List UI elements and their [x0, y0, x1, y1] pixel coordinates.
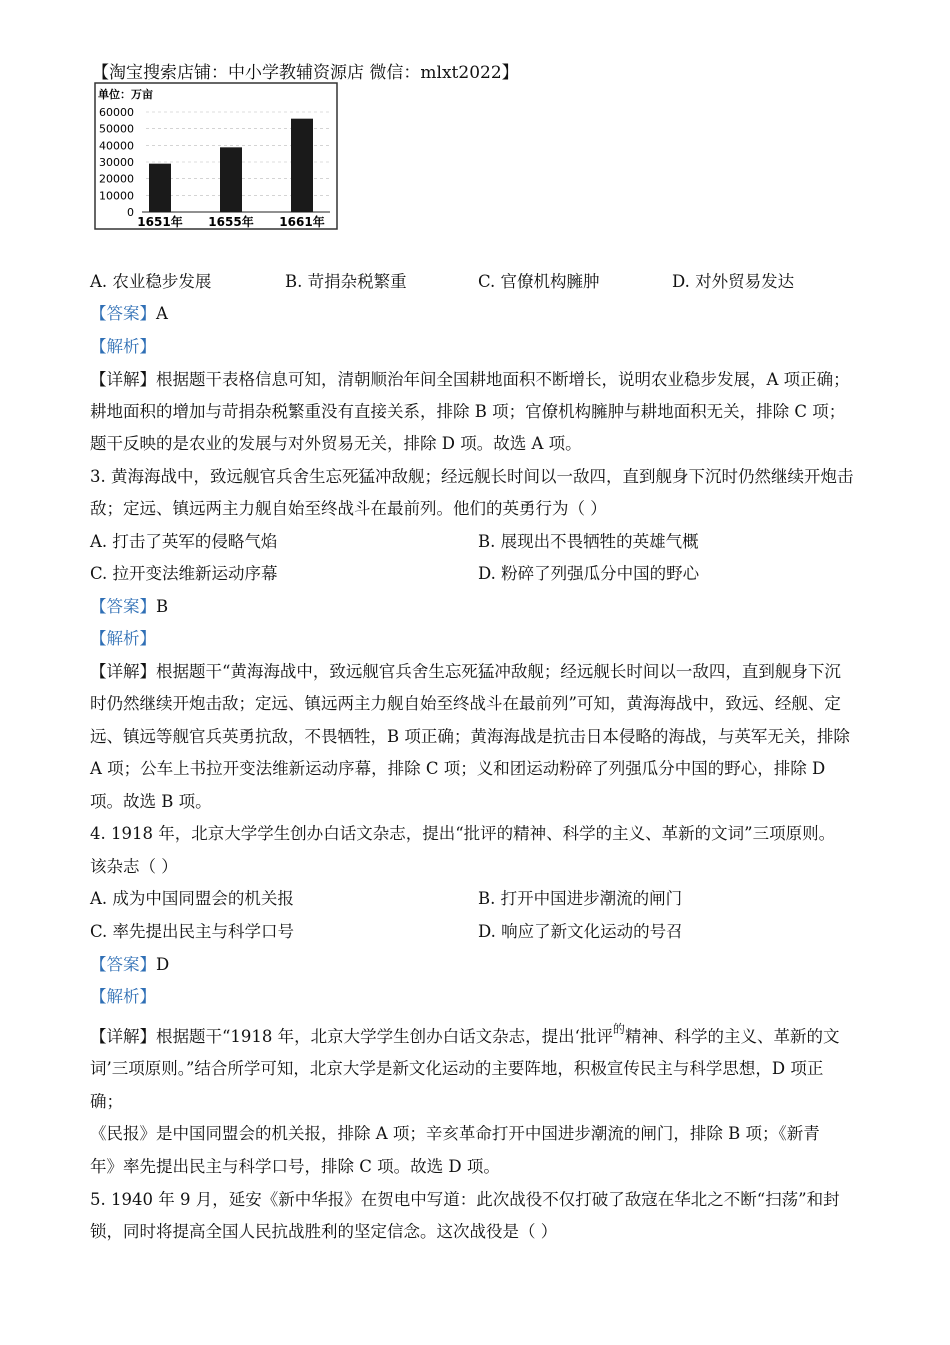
- detail-tag: 【详解】: [90, 662, 156, 681]
- q4-detail-line-5: 年》率先提出民主与科学口号，排除 C 项。故选 D 项。: [90, 1157, 500, 1176]
- q4-option-a: A. 成为中国同盟会的机关报: [90, 889, 294, 908]
- q3-answer: [90, 595, 168, 619]
- q3-stem-line-2: 敌；定远、镇远两主力舰自始至终战斗在最前列。他们的英勇行为（ ）: [90, 499, 607, 518]
- q2-answer: [90, 302, 168, 326]
- q4-option-c: C. 率先提出民主与科学口号: [90, 922, 295, 941]
- q4-stem-line-2: 该杂志（ ）: [90, 857, 178, 876]
- answer-tag: 【答案】: [90, 304, 156, 323]
- detail-text: 根据题干表格信息可知，清朝顺治年间全国耕地面积不断增长，说明农业稳步发展，A 项正确；: [156, 370, 850, 389]
- q3-option-b: B. 展现出不畏牺牲的英雄气概: [478, 532, 699, 551]
- q4-answer: [90, 953, 169, 977]
- header-watermark: 【淘宝搜索店铺：中小学教辅资源店 微信：mlxt2022】: [92, 63, 519, 83]
- q3-detail-line-1: [90, 660, 841, 684]
- q2-option-c: C. 官僚机构臃肿: [478, 272, 600, 291]
- bar-chart-svg: [94, 82, 338, 230]
- detail-tag: 【详解】: [90, 370, 156, 389]
- detail-text-a: 根据题干“1918 年，北京大学学生创办白话文杂志，提出‘批评: [156, 1027, 613, 1046]
- q4-stem-line-1: 4. 1918 年，北京大学学生创办白话文杂志，提出“批评的精神、科学的主义、革新的文词”三项原则。: [90, 824, 836, 843]
- q3-option-d: D. 粉碎了列强瓜分中国的野心: [478, 564, 700, 583]
- answer-value: D: [156, 955, 170, 974]
- bar-1661年: [291, 119, 313, 212]
- y-tick-label: 60000: [99, 106, 134, 119]
- bar-1655年: [220, 147, 242, 212]
- q5-stem-line-1: 5. 1940 年 9 月，延安《新中华报》在贺电中写道：此次战役不仅打破了敌寇在华北之不断“扫荡”和封: [90, 1190, 840, 1209]
- q2-option-d: D. 对外贸易发达: [672, 272, 795, 291]
- bar-1651年: [149, 164, 171, 212]
- y-tick-label: 10000: [99, 189, 134, 203]
- answer-value: A: [156, 304, 168, 323]
- q3-stem-line-1: 3. 黄海海战中，致远舰官兵舍生忘死猛冲敌舰；经远舰长时间以一敌四，直到舰身下沉时仍然继续开炮击: [90, 467, 854, 486]
- y-tick-label: 0: [127, 206, 134, 219]
- x-category-label: 1651年: [137, 215, 183, 229]
- q4-detail-line-4: 《民报》是中国同盟会的机关报，排除 A 项；辛亥革命打开中国进步潮流的闸门，排除 B 项；《新青: [90, 1124, 820, 1143]
- q3-option-c: C. 拉开变法维新运动序幕: [90, 564, 278, 583]
- q3-detail-line-3: 远、镇远等舰官兵英勇抗敌，不畏牺牲，B 项正确；黄海海战是抗击日本侵略的海战，与英军无关，排除: [90, 727, 850, 746]
- y-tick-label: 40000: [99, 139, 134, 153]
- detail-raised-char: 的: [612, 1022, 625, 1036]
- q2-detail-line-3: 题干反映的是农业的发展与对外贸易无关，排除 D 项。故选 A 项。: [90, 434, 582, 453]
- chart-unit-label: 单位：万亩: [98, 88, 153, 101]
- q3-option-a: A. 打击了英军的侵略气焰: [90, 532, 278, 551]
- q3-analysis-tag: 【解析】: [90, 629, 156, 648]
- q2-detail-line-1: [90, 368, 850, 392]
- answer-value: B: [156, 597, 169, 616]
- y-tick-label: 50000: [99, 122, 134, 136]
- y-tick-label: 30000: [99, 156, 134, 169]
- q5-stem-line-2: 锁，同时将提高全国人民抗战胜利的坚定信念。这次战役是（ ）: [90, 1222, 558, 1241]
- q4-option-d: D. 响应了新文化运动的号召: [478, 922, 683, 941]
- q3-detail-line-5: 项。故选 B 项。: [90, 792, 212, 811]
- q4-option-b: B. 打开中国进步潮流的闸门: [478, 889, 683, 908]
- y-tick-label: 20000: [99, 172, 134, 186]
- q2-option-a: A. 农业稳步发展: [90, 272, 212, 291]
- q4-detail-line-2: 词’三项原则。”结合所学可知，北京大学是新文化运动的主要阵地，积极宣传民主与科学思想，D 项正: [90, 1059, 824, 1078]
- detail-text-b: 精神、科学的主义、革新的文: [624, 1027, 840, 1046]
- bar-chart: [94, 82, 338, 230]
- q2-option-b: B. 苛捐杂税繁重: [285, 272, 407, 291]
- x-category-label: 1655年: [208, 215, 254, 229]
- detail-tag: 【详解】: [90, 1027, 156, 1046]
- q2-analysis-tag: 【解析】: [90, 337, 156, 356]
- q4-detail-line-1: [90, 1022, 840, 1050]
- q4-detail-line-3: 确；: [90, 1092, 123, 1111]
- answer-tag: 【答案】: [90, 597, 156, 616]
- q4-analysis-tag: 【解析】: [90, 987, 156, 1006]
- q2-detail-line-2: 耕地面积的增加与苛捐杂税繁重没有直接关系，排除 B 项；官僚机构臃肿与耕地面积无关，排除 C 项；: [90, 402, 846, 421]
- detail-text: 根据题干“黄海海战中，致远舰官兵舍生忘死猛冲敌舰；经远舰长时间以一敌四，直到舰身下沉: [156, 662, 841, 681]
- q3-detail-line-2: 时仍然继续开炮击敌；定远、镇远两主力舰自始至终战斗在最前列”可知，黄海海战中，致远、经舰、定: [90, 694, 841, 713]
- q3-detail-line-4: A 项；公车上书拉开变法维新运动序幕，排除 C 项；义和团运动粉碎了列强瓜分中国的野心，排除 D: [90, 759, 826, 778]
- answer-tag: 【答案】: [90, 955, 156, 974]
- x-category-label: 1661年: [279, 215, 325, 229]
